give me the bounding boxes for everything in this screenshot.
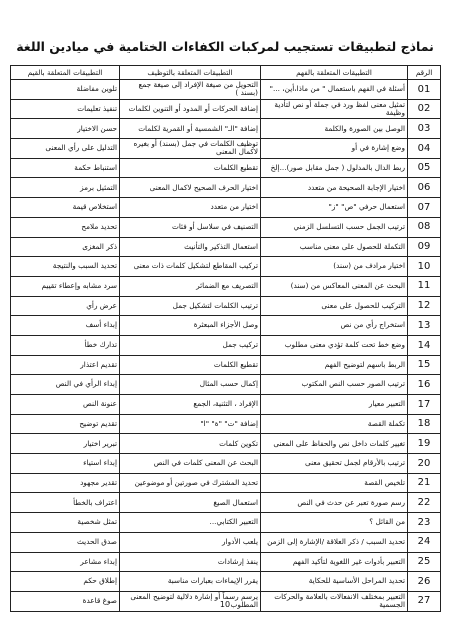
comprehension-cell: من القائل ؟	[261, 513, 408, 533]
usage-cell: التصنيف في سلاسل أو فئات	[120, 217, 261, 237]
values-cell: استخلاص قيمة	[11, 198, 120, 218]
values-cell: صدق الحديث	[11, 532, 120, 552]
document-page	[10, 5, 440, 635]
comprehension-cell: اختيار مرادف من (سند)	[261, 257, 408, 277]
comprehension-cell: وضع إشارة في أو	[261, 139, 408, 159]
row-number: 17	[408, 395, 441, 415]
table-row	[11, 237, 441, 257]
values-cell: إبداء استياء	[11, 454, 120, 474]
comprehension-cell: التكملة للحصول على معنى مناسب	[261, 237, 408, 257]
values-cell: عنونة النص	[11, 395, 120, 415]
usage-cell: إكمال حسب المثال	[120, 375, 261, 395]
table-row	[11, 296, 441, 316]
table-row	[11, 139, 441, 159]
values-cell: تنفيذ تعليمات	[11, 99, 120, 119]
values-cell: تحديد السبب والنتيجة	[11, 257, 120, 277]
row-number: 12	[408, 296, 441, 316]
table-row	[11, 473, 441, 493]
table-row	[11, 572, 441, 592]
usage-cell: استعمال الصيغ	[120, 493, 261, 513]
row-number: 04	[408, 139, 441, 159]
values-cell: اعتراف بالخطأ	[11, 493, 120, 513]
usage-cell: التصريف مع الضمائر	[120, 276, 261, 296]
usage-cell: يقرر الإيماءات بعبارات مناسبة	[120, 572, 261, 592]
comprehension-cell: التعبير بمختلف الانفعالات بالعلامة والحركات الجسمية	[261, 591, 408, 611]
values-cell: إطلاق حكم	[11, 572, 120, 592]
table-row	[11, 513, 441, 533]
table-row	[11, 552, 441, 572]
comprehension-cell: رسم صورة تعبر عن حدث في النص	[261, 493, 408, 513]
header-values: التطبيقات المتعلقة بالقيم	[11, 66, 120, 80]
usage-cell: تقطيع الكلمات	[120, 158, 261, 178]
usage-cell: اختيار الحرف الصحيح لاكمال المعنى	[120, 178, 261, 198]
values-cell: تقديم اعتذار	[11, 355, 120, 375]
comprehension-cell: اختيار الإجابة الصحيحة من متعدد	[261, 178, 408, 198]
row-number: 26	[408, 572, 441, 592]
values-cell: تحديد ملامح	[11, 217, 120, 237]
usage-cell: توظيف الكلمات في جمل (بسند) أو بغيره لاكمال المعنى	[120, 139, 261, 159]
row-number: 18	[408, 414, 441, 434]
row-number: 09	[408, 237, 441, 257]
row-number: 01	[408, 80, 441, 100]
table-row	[11, 493, 441, 513]
table-row	[11, 198, 441, 218]
comprehension-cell: ترتيب بالأرقام لجمل تحقيق معنى	[261, 454, 408, 474]
usage-cell: يلعب الأدوار	[120, 532, 261, 552]
comprehension-cell: تحديد السبب / ذكر العلاقة /الإشارة إلى الزمن	[261, 532, 408, 552]
page-number: 10	[219, 600, 231, 609]
values-cell: إبداء مشاعر	[11, 552, 120, 572]
comprehension-cell: استخراج رأي من نص	[261, 316, 408, 336]
row-number: 24	[408, 532, 441, 552]
row-number: 22	[408, 493, 441, 513]
usage-cell: اختيار من متعدد	[120, 198, 261, 218]
row-number: 13	[408, 316, 441, 336]
table-row	[11, 335, 441, 355]
row-number: 21	[408, 473, 441, 493]
row-number: 06	[408, 178, 441, 198]
usage-cell: البحث عن المعنى كلمات في النص	[120, 454, 261, 474]
comprehension-cell: الوصل بين الصورة والكلمة	[261, 119, 408, 139]
values-cell: حسن الاختيار	[11, 119, 120, 139]
row-number: 02	[408, 99, 441, 119]
comprehension-cell: تحديد المراحل الأساسية للحكاية	[261, 572, 408, 592]
row-number: 25	[408, 552, 441, 572]
row-number: 10	[408, 257, 441, 277]
comprehension-cell: ربط الدال بالمدلول ( جمل مقابل صور)...إلخ	[261, 158, 408, 178]
comprehension-cell: تلخيص القصة	[261, 473, 408, 493]
table-row	[11, 80, 441, 100]
header-comprehension: التطبيقات المتعلقة بالفهم	[261, 66, 408, 80]
table-row	[11, 414, 441, 434]
values-cell: تقديم توضيح	[11, 414, 120, 434]
header-num: الرقم	[408, 66, 441, 80]
header-usage: التطبيقات المتعلقة بالتوظيف	[120, 66, 261, 80]
usage-cell: الإفراد ، التثنية، الجمع	[120, 395, 261, 415]
table-row	[11, 276, 441, 296]
table-row	[11, 217, 441, 237]
table-row	[11, 119, 441, 139]
table-row	[11, 158, 441, 178]
row-number: 03	[408, 119, 441, 139]
values-cell: استنباط حكمة	[11, 158, 120, 178]
table-row	[11, 316, 441, 336]
values-cell: تلوين مفاضلة	[11, 80, 120, 100]
usage-cell: تركيب جمل	[120, 335, 261, 355]
table-header-row	[11, 66, 441, 80]
usage-cell: تركيب المقاطع لتشكيل كلمات ذات معنى	[120, 257, 261, 277]
usage-cell: استعمال التذكير والتأنيث	[120, 237, 261, 257]
comprehension-cell: تغيير كلمات داخل نص والحفاظ على المعنى	[261, 434, 408, 454]
comprehension-cell: التركيب للحصول على معنى	[261, 296, 408, 316]
table-row	[11, 99, 441, 119]
comprehension-cell: ترتيب الجمل حسب التسلسل الزمني	[261, 217, 408, 237]
row-number: 07	[408, 198, 441, 218]
comprehension-cell: استعمال حرفي "ص" "ز"	[261, 198, 408, 218]
values-cell: إبداء أسف	[11, 316, 120, 336]
row-number: 23	[408, 513, 441, 533]
usage-cell: ينفذ إرشادات	[120, 552, 261, 572]
row-number: 11	[408, 276, 441, 296]
values-cell: عرض رأي	[11, 296, 120, 316]
table-row	[11, 375, 441, 395]
usage-cell: وصل الأجزاء المبعثرة	[120, 316, 261, 336]
table-row	[11, 355, 441, 375]
values-cell: إبداء الرأي في النص	[11, 375, 120, 395]
values-cell: تدارك خطأ	[11, 335, 120, 355]
page-title: نماذج لتطبيقات تستجيب لمركبات الكفاءات الختامية في ميادين اللغة	[16, 39, 434, 54]
comprehension-cell: وضع خط تحت كلمة تؤدي معنى مطلوب	[261, 335, 408, 355]
row-number: 08	[408, 217, 441, 237]
comprehension-cell: ترتيب الصور حسب النص المكتوب	[261, 375, 408, 395]
comprehension-cell: تكملة القصة	[261, 414, 408, 434]
usage-cell: يرسم رسماً أو إشارة دلالية لتوضيح المعنى المطلوب	[120, 591, 261, 611]
usage-cell: إضافة "الـ" الشمسية أو القمرية لكلمات	[120, 119, 261, 139]
table-row	[11, 532, 441, 552]
table-row	[11, 454, 441, 474]
comprehension-cell: التعبير بأدوات غير اللغوية لتأكيد الفهم	[261, 552, 408, 572]
row-number: 05	[408, 158, 441, 178]
row-number: 27	[408, 591, 441, 611]
values-cell: تقدير مجهود	[11, 473, 120, 493]
values-cell: سرد مشابه وإعطاء تقييم	[11, 276, 120, 296]
values-cell: تمثل شخصية	[11, 513, 120, 533]
usage-cell: تقطيع الكلمات	[120, 355, 261, 375]
comprehension-cell: البحث عن المعنى المعاكس من (سند)	[261, 276, 408, 296]
usage-cell: التحويل من صيغة الإفراد إلى صيغة جمع (بسند )	[120, 80, 261, 100]
applications-table	[10, 65, 441, 612]
row-number: 19	[408, 434, 441, 454]
comprehension-cell: التعبير معيار	[261, 395, 408, 415]
table-row	[11, 395, 441, 415]
usage-cell: تحديد المشترك في صورتين أو موضوعين	[120, 473, 261, 493]
table-row	[11, 178, 441, 198]
row-number: 16	[408, 375, 441, 395]
values-cell: تبرير اختيار	[11, 434, 120, 454]
comprehension-cell: تمثيل معنى لفظ ورد في جملة أو نص لتأدية وظيفة	[261, 99, 408, 119]
values-cell: التدليل على رأي المعنى	[11, 139, 120, 159]
values-cell: ذكر المغزى	[11, 237, 120, 257]
usage-cell: تكوين كلمات	[120, 434, 261, 454]
values-cell: صوغ قاعدة	[11, 591, 120, 611]
row-number: 14	[408, 335, 441, 355]
row-number: 20	[408, 454, 441, 474]
comprehension-cell: الربط باسهم لتوضيح الفهم	[261, 355, 408, 375]
values-cell: التمثيل برمز	[11, 178, 120, 198]
usage-cell: ترتيب الكلمات لتشكيل جمل	[120, 296, 261, 316]
usage-cell: إضافة "ت" "ة" "ا"	[120, 414, 261, 434]
comprehension-cell: أسئلة في الفهم باستعمال " من ماذا،أين، ..."	[261, 80, 408, 100]
usage-cell: إضافة الحركات أو المدود أو التنوين لكلمات	[120, 99, 261, 119]
row-number: 15	[408, 355, 441, 375]
table-row	[11, 257, 441, 277]
usage-cell: التعبير الكتابي...	[120, 513, 261, 533]
table-row	[11, 434, 441, 454]
